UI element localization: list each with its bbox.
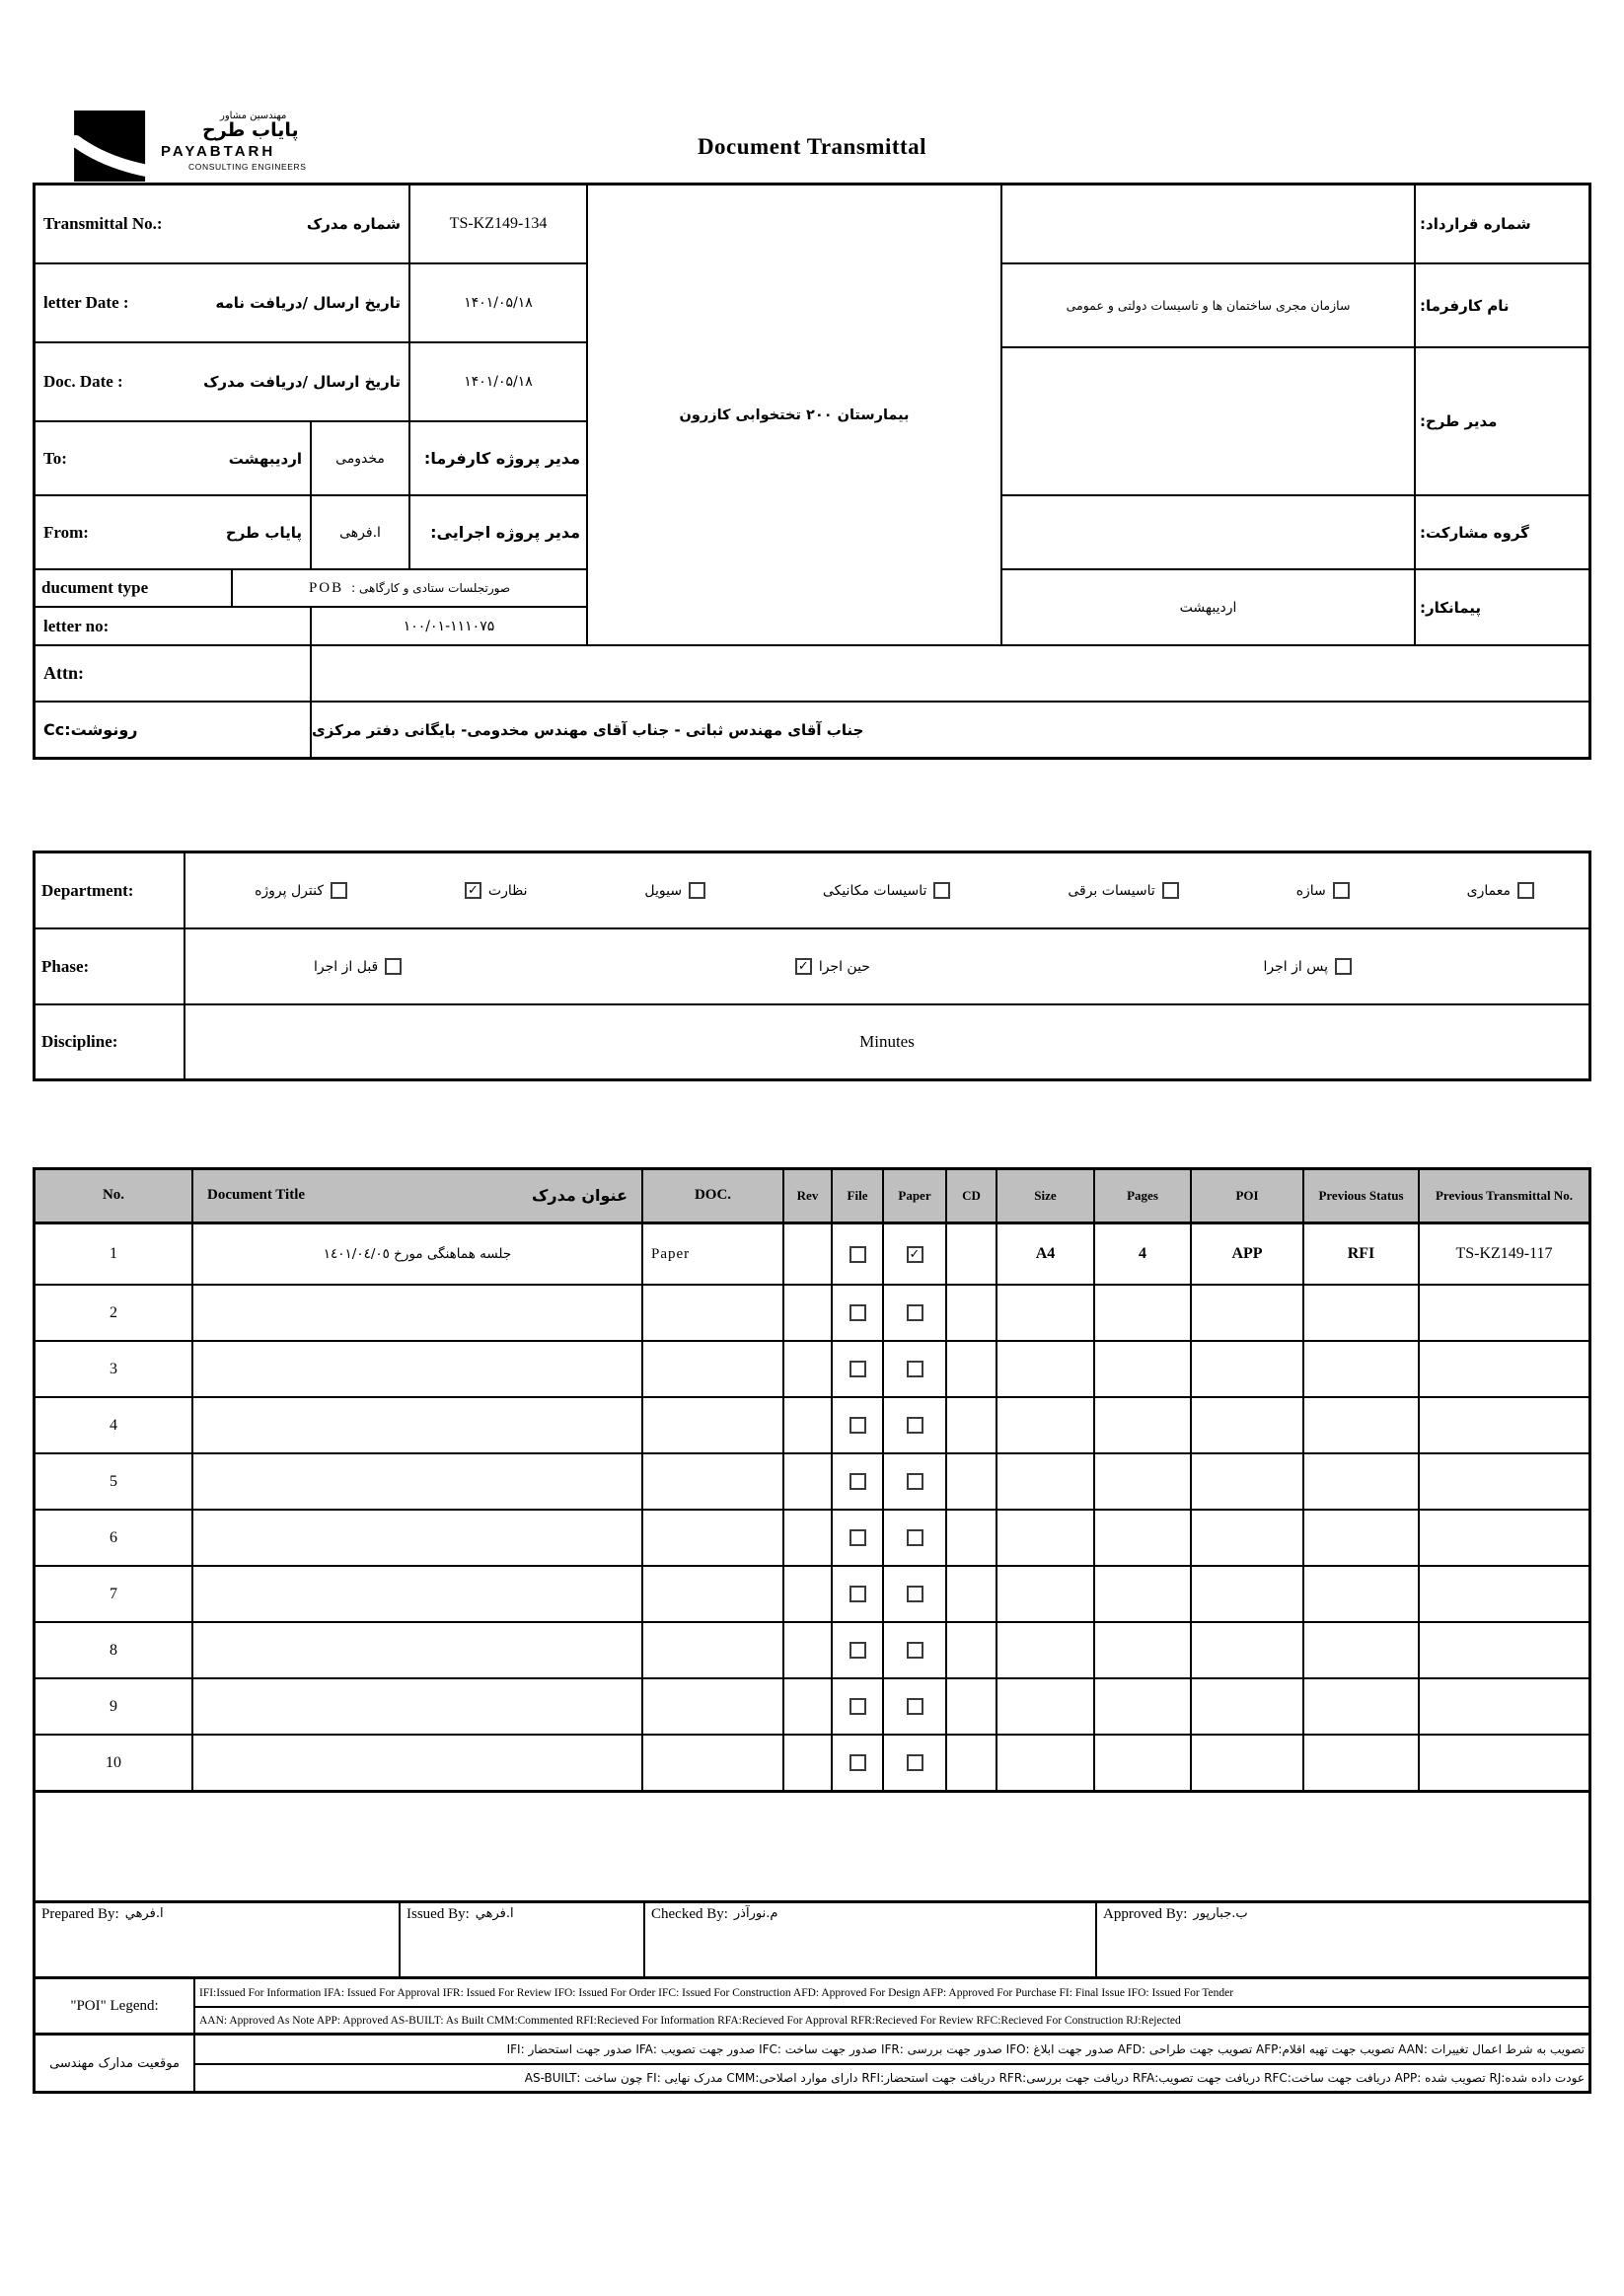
file-checkbox[interactable]	[849, 1586, 866, 1602]
row-no: 10	[36, 1736, 193, 1790]
paper-checkbox[interactable]	[907, 1586, 923, 1602]
paper-checkbox[interactable]	[907, 1529, 923, 1546]
department-item-mechanical: تاسیسات مکانیکی	[823, 882, 951, 899]
phase-item-during-execution: ✓ حین اجرا	[795, 958, 870, 975]
partnership-label: گروه مشارکت:	[1420, 523, 1529, 542]
table-row	[36, 1454, 1588, 1511]
poi-legend	[36, 1979, 1588, 2036]
row-size	[997, 1567, 1095, 1621]
row-title	[193, 1342, 643, 1396]
row-cd	[947, 1511, 997, 1565]
page-header	[0, 107, 1624, 185]
table-row	[36, 1736, 1588, 1792]
table-row	[36, 1342, 1588, 1398]
department-item-architecture: معماری	[1467, 882, 1534, 899]
row-cd	[947, 1567, 997, 1621]
header-pages: Pages	[1095, 1170, 1192, 1222]
row-rev	[784, 1567, 833, 1621]
logo-fa-name: پایاب طرح	[202, 119, 299, 141]
department-item-supervision: ✓ نظارت	[465, 882, 528, 899]
from-value: پایاب طرح	[225, 523, 302, 542]
contract-no-label: شماره قرارداد:	[1420, 215, 1531, 233]
row-title	[193, 1398, 643, 1452]
project-name: بیمارستان ۲۰۰ تختخوابی کازرون	[679, 407, 910, 423]
paper-checkbox[interactable]	[907, 1417, 923, 1434]
partnership-value	[1002, 496, 1414, 570]
paper-checkbox[interactable]	[907, 1361, 923, 1377]
row-poi	[1192, 1398, 1304, 1452]
fa-legend-line2: عودت داده شده:RJ تصویب شده :APP دریافت جهت ساخت:RFC دریافت جهت تصویب:RFA دریافت جهت بررسی:RFR دریافت جهت استحضار:RFI دارای موارد اصلاحی:CMM مدرک نهایی :FI چون ساخت :AS-BUILT	[195, 2063, 1588, 2091]
client-value: سازمان مجری ساختمان ها و تاسیسات دولتی و عمومی	[1002, 264, 1414, 348]
transmittal-no-value: TS-KZ149-134	[449, 215, 548, 232]
header-doc: DOC.	[643, 1170, 784, 1222]
phase-label: Phase:	[36, 929, 185, 1003]
row-rev	[784, 1454, 833, 1509]
row-rev	[784, 1224, 833, 1284]
paper-checkbox[interactable]	[907, 1304, 923, 1321]
project-name-cell	[588, 185, 1002, 644]
row-pages	[1095, 1679, 1192, 1734]
header-prev-transmittal: Previous Transmittal No.	[1435, 1187, 1574, 1203]
document-type-fa: صورتجلسات ستادی و کارگاهی :	[351, 581, 511, 595]
row-pages	[1095, 1286, 1192, 1340]
header-cd: CD	[947, 1170, 997, 1222]
row-prev-transmittal	[1420, 1623, 1588, 1677]
row-no: 5	[36, 1454, 193, 1509]
electrical-checkbox[interactable]	[1162, 882, 1179, 899]
client-label: نام کارفرما:	[1420, 296, 1510, 315]
row-pages	[1095, 1567, 1192, 1621]
row-no: 6	[36, 1511, 193, 1565]
row-rev	[784, 1623, 833, 1677]
attn-value	[312, 646, 1588, 701]
header-prev-status: Previous Status	[1304, 1170, 1420, 1222]
row-doc	[643, 1567, 784, 1621]
row-title	[193, 1736, 643, 1790]
from-role-label: مدیر پروژه اجرایی:	[430, 523, 580, 542]
row-no: 2	[36, 1286, 193, 1340]
notes-empty-area	[36, 1792, 1588, 1900]
to-value: اردیبهشت	[228, 449, 302, 468]
checked-by-name: م.نورآذر	[733, 1906, 778, 1921]
transmittal-no-label: Transmittal No.: شماره مدرک	[36, 185, 410, 262]
prepared-by-cell: Prepared By: ا.فرهي	[36, 1903, 401, 1976]
row-rev	[784, 1511, 833, 1565]
paper-checkbox[interactable]	[907, 1473, 923, 1490]
row-poi	[1192, 1511, 1304, 1565]
table-row	[36, 1511, 1588, 1567]
row-poi	[1192, 1286, 1304, 1340]
documents-table	[33, 1167, 1591, 2094]
fa-legend-line1: تصویب به شرط اعمال تغییرات :AAN تصویب جهت تهیه اقلام:AFP تصویب جهت طراحی :AFD صدور جهت ابلاغ :IFO صدور جهت بررسی :IFR صدور جهت ساخت :IFC صدور جهت تصویب :IFA صدور جهت استحضار :IFI	[506, 2042, 1585, 2056]
file-checkbox[interactable]	[849, 1361, 866, 1377]
logo-en-subtitle: CONSULTING ENGINEERS	[188, 161, 307, 172]
row-prev-transmittal	[1420, 1286, 1588, 1340]
discipline-label: Discipline:	[36, 1005, 185, 1078]
header-no: No.	[36, 1170, 193, 1222]
row-no: 4	[36, 1398, 193, 1452]
row-pages	[1095, 1623, 1192, 1677]
page-title: Document Transmittal	[697, 134, 927, 159]
row-no: 7	[36, 1567, 193, 1621]
header-title: Document Title عنوان مدرک	[193, 1170, 643, 1222]
from-cell: From: پایاب طرح	[36, 496, 312, 568]
letter-no-label: letter no:	[36, 608, 312, 644]
project-control-checkbox[interactable]	[331, 882, 347, 899]
approved-by-cell: Approved By: ب.جبارپور	[1103, 1906, 1248, 1922]
row-size	[997, 1454, 1095, 1509]
row-doc: Paper	[643, 1224, 784, 1284]
issued-by-name: ا.فرهي	[475, 1906, 514, 1921]
row-rev	[784, 1286, 833, 1340]
row-rev	[784, 1342, 833, 1396]
department-label: Department:	[36, 853, 185, 927]
phase-options	[185, 929, 1588, 1003]
row-poi	[1192, 1623, 1304, 1677]
letter-date-label: letter Date : تاریخ ارسال /دریافت نامه	[36, 264, 410, 341]
row-prev-status	[1304, 1567, 1420, 1621]
prepared-by-name: ا.فرهي	[124, 1906, 164, 1921]
row-title	[193, 1511, 643, 1565]
row-pages	[1095, 1511, 1192, 1565]
from-person: ا.فرهی	[312, 496, 410, 568]
row-size	[997, 1286, 1095, 1340]
header-size: Size	[997, 1170, 1095, 1222]
classification-table	[33, 851, 1591, 1081]
to-cell: To: اردیبهشت	[36, 422, 312, 494]
department-options	[185, 853, 1588, 927]
row-no: 9	[36, 1679, 193, 1734]
header-file: File	[833, 1170, 884, 1222]
row-poi: APP	[1192, 1224, 1304, 1284]
documents-table-header	[36, 1170, 1588, 1224]
header-rev: Rev	[784, 1170, 833, 1222]
doc-date-label: Doc. Date : تاریخ ارسال /دریافت مدرک	[36, 343, 410, 420]
row-doc	[643, 1342, 784, 1396]
row-no: 8	[36, 1623, 193, 1677]
mechanical-checkbox[interactable]	[933, 882, 950, 899]
row-prev-transmittal	[1420, 1511, 1588, 1565]
row-rev	[784, 1679, 833, 1734]
row-prev-transmittal	[1420, 1342, 1588, 1396]
file-checkbox[interactable]	[849, 1698, 866, 1715]
row-title	[193, 1679, 643, 1734]
plan-manager-label: مدیر طرح:	[1420, 412, 1498, 430]
contract-no-value	[1002, 185, 1414, 264]
paper-checkbox[interactable]: ✓	[907, 1246, 923, 1263]
row-prev-transmittal	[1420, 1736, 1588, 1790]
row-cd	[947, 1398, 997, 1452]
row-doc	[643, 1511, 784, 1565]
letter-no-value: ۱۰۰/۰۱-۱۱۱۰۷۵	[403, 618, 495, 634]
civil-checkbox[interactable]	[689, 882, 705, 899]
department-item-electrical: تاسیسات برقی	[1068, 882, 1178, 899]
table-row	[36, 1286, 1588, 1342]
row-prev-status	[1304, 1623, 1420, 1677]
logo-en-name: PAYABTARH	[161, 142, 276, 160]
plan-manager-value	[1002, 348, 1414, 496]
row-prev-status	[1304, 1398, 1420, 1452]
row-no: 3	[36, 1342, 193, 1396]
row-prev-status	[1304, 1736, 1420, 1790]
row-size	[997, 1736, 1095, 1790]
row-rev	[784, 1736, 833, 1790]
row-title	[193, 1286, 643, 1340]
file-checkbox[interactable]	[849, 1304, 866, 1321]
paper-checkbox[interactable]	[907, 1754, 923, 1771]
row-cd	[947, 1736, 997, 1790]
contractor-label: پیمانکار:	[1420, 598, 1482, 617]
row-prev-transmittal	[1420, 1454, 1588, 1509]
row-prev-transmittal	[1420, 1567, 1588, 1621]
to-role-label: مدیر پروژه کارفرما:	[423, 449, 580, 468]
header-paper: Paper	[884, 1170, 947, 1222]
file-checkbox[interactable]	[849, 1246, 866, 1263]
logo-fa-tagline: مهندسین مشاور	[220, 111, 287, 121]
row-size	[997, 1398, 1095, 1452]
row-pages	[1095, 1342, 1192, 1396]
file-checkbox[interactable]	[849, 1642, 866, 1659]
file-checkbox[interactable]	[849, 1754, 866, 1771]
row-cd	[947, 1623, 997, 1677]
row-prev-status	[1304, 1342, 1420, 1396]
row-size: A4	[997, 1224, 1095, 1284]
approved-by-name: ب.جبارپور	[1193, 1906, 1248, 1921]
row-prev-status	[1304, 1454, 1420, 1509]
row-size	[997, 1342, 1095, 1396]
row-doc	[643, 1679, 784, 1734]
cc-value: جناب آقای مهندس ثباتی - جناب آقای مهندس مخدومی- بایگانی دفتر مرکزی	[312, 720, 864, 739]
row-pages	[1095, 1736, 1192, 1790]
to-person: مخدومی	[312, 422, 410, 494]
header-poi: POI	[1192, 1170, 1304, 1222]
row-poi	[1192, 1679, 1304, 1734]
row-cd	[947, 1454, 997, 1509]
cc-label: رونوشت:Cc	[36, 703, 312, 757]
table-row	[36, 1623, 1588, 1679]
table-row	[36, 1398, 1588, 1454]
row-title: جلسه هماهنگی مورخ ۱٤۰۱/۰٤/۰٥	[193, 1224, 643, 1284]
paper-checkbox[interactable]	[907, 1698, 923, 1715]
structure-checkbox[interactable]	[1333, 882, 1350, 899]
phase-item-before-execution: قبل از اجرا	[314, 958, 402, 975]
during-execution-checkbox[interactable]: ✓	[795, 958, 812, 975]
row-title	[193, 1623, 643, 1677]
row-prev-status	[1304, 1679, 1420, 1734]
row-prev-transmittal	[1420, 1398, 1588, 1452]
row-prev-status: RFI	[1304, 1224, 1420, 1284]
checked-by-cell: Checked By: م.نورآذر	[645, 1903, 1097, 1976]
department-item-structure: سازه	[1296, 882, 1350, 899]
row-cd	[947, 1679, 997, 1734]
row-cd	[947, 1224, 997, 1284]
poi-legend-line1: IFI:Issued For Information IFA: Issued For Approval IFR: Issued For Review IFO: Issued For Order IFC: Issued For Construction AFD: Approved For Design AFP: Approved For Purchase FI: Final Issue IFO: Issued For Tender	[199, 1986, 1234, 1999]
file-checkbox[interactable]	[849, 1417, 866, 1434]
table-row	[36, 1567, 1588, 1623]
row-pages	[1095, 1398, 1192, 1452]
row-pages: 4	[1095, 1224, 1192, 1284]
row-cd	[947, 1342, 997, 1396]
row-prev-transmittal: TS-KZ149-117	[1455, 1245, 1553, 1262]
supervision-checkbox[interactable]: ✓	[465, 882, 481, 899]
attn-label: Attn:	[36, 646, 312, 701]
row-title	[193, 1567, 643, 1621]
department-item-civil: سیویل	[644, 882, 705, 899]
row-doc	[643, 1454, 784, 1509]
fa-legend-label: موقعیت مدارک مهندسی	[36, 2036, 195, 2091]
poi-legend-line2: AAN: Approved As Note APP: Approved AS-BUILT: As Built CMM:Commented RFI:Recieved For Information RFA:Recieved For Approval RFR:Recieved For Review RFC:Recieved For Construction RJ:Rejected	[195, 2006, 1588, 2033]
row-poi	[1192, 1342, 1304, 1396]
issued-by-cell: Issued By: ا.فرهي	[401, 1903, 645, 1976]
row-no: 1	[36, 1224, 193, 1284]
table-row	[36, 1224, 1588, 1286]
department-item-project-control: کنترل پروژه	[255, 882, 347, 899]
letter-date-value: ۱۴۰۱/۰۵/۱۸	[464, 295, 533, 311]
row-doc	[643, 1398, 784, 1452]
row-poi	[1192, 1567, 1304, 1621]
discipline-value: Minutes	[859, 1032, 915, 1051]
doc-date-value: ۱۴۰۱/۰۵/۱۸	[464, 374, 533, 390]
row-prev-transmittal	[1420, 1679, 1588, 1734]
phase-item-after-execution: پس از اجرا	[1264, 958, 1352, 975]
row-doc	[643, 1286, 784, 1340]
row-doc	[643, 1736, 784, 1790]
paper-checkbox[interactable]	[907, 1642, 923, 1659]
signatures-row	[36, 1900, 1588, 1979]
row-size	[997, 1511, 1095, 1565]
row-title	[193, 1454, 643, 1509]
document-type-value-cell	[233, 570, 586, 606]
transmittal-info-table	[33, 183, 1591, 760]
file-checkbox[interactable]	[849, 1529, 866, 1546]
row-size	[997, 1623, 1095, 1677]
document-type-value: POB	[308, 579, 344, 596]
row-doc	[643, 1623, 784, 1677]
before-execution-checkbox[interactable]	[385, 958, 402, 975]
after-execution-checkbox[interactable]	[1335, 958, 1352, 975]
file-checkbox[interactable]	[849, 1473, 866, 1490]
row-poi	[1192, 1454, 1304, 1509]
poi-legend-label: "POI" Legend:	[36, 1979, 195, 2033]
row-pages	[1095, 1454, 1192, 1509]
architecture-checkbox[interactable]	[1517, 882, 1534, 899]
row-rev	[784, 1398, 833, 1452]
row-cd	[947, 1286, 997, 1340]
fa-legend	[36, 2036, 1588, 2091]
row-prev-status	[1304, 1286, 1420, 1340]
row-poi	[1192, 1736, 1304, 1790]
document-type-label: ducument type	[36, 570, 233, 606]
row-size	[997, 1679, 1095, 1734]
contractor-value: اردیبهشت	[1179, 599, 1237, 616]
table-row	[36, 1679, 1588, 1736]
row-prev-status	[1304, 1511, 1420, 1565]
